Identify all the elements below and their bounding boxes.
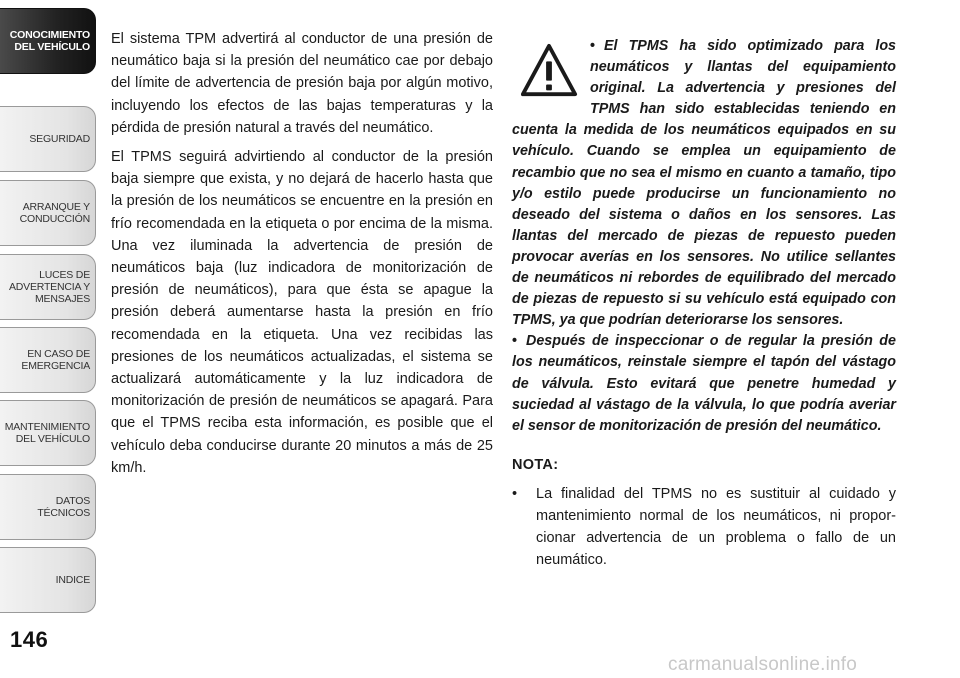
tab-luces-de-advertencia[interactable]: LUCES DE ADVERTENCIA Y MENSAJES: [0, 254, 96, 320]
watermark: carmanualsonline.info: [668, 654, 858, 675]
tab-arranque-y-conduccion[interactable]: ARRANQUE Y CONDUCCIÓN: [0, 180, 96, 246]
nota-title: NOTA:: [512, 456, 559, 473]
warning-triangle-icon: [520, 42, 578, 100]
tab-conocimiento-del-vehiculo[interactable]: CONOCIMIENTO DEL VEHÍCULO: [0, 8, 96, 74]
tab-datos-tecnicos[interactable]: DATOS TÉCNICOS: [0, 474, 96, 540]
paragraph: El sistema TPM advertirá al conductor de una presión de neumático baja si la presión del neumático cae por debajo del límite de advertencia de presión baja por algún motivo, incluyendo los efectos de las bajas temperaturas y la pérdida de presión natural a través del neumático.: [111, 31, 493, 136]
tab-en-caso-de-emergencia[interactable]: EN CASO DE EMERGENCIA: [0, 327, 96, 393]
right-column: [512, 36, 896, 572]
tab-seguridad[interactable]: SEGURIDAD: [0, 106, 96, 172]
section-sidebar: [0, 0, 98, 610]
list-item: • La finalidad del TPMS no es sustituir al cuidado y mantenimiento normal de los neumáticos, ni proporcionar advertencia de un problema o fallo de un neumático.: [512, 483, 896, 572]
warning-bullet: • El TPMS ha sido optimizado para los neumáticos y llantas del equipamiento original. La advertencia y presiones del TPMS han sido establecidas teniendo en cuenta la medida de los neumáticos equipados en su vehículo. Cuando se emplea un equipamiento de recambio que no sea el mismo en cuanto a tamaño, tipo y/o estilo puede producirse un funcionamiento no deseado del sistema o daños en los sensores. Las llantas del mercado de piezas de repuesto pueden provocar averías en los sensores. No utilice sellantes de neumáticos ni rebordes de equilibrado del mercado de piezas de repuesto si su vehículo está equipado con TPMS, ya que podrían deteriorarse los sensores.: [512, 38, 896, 329]
paragraph: El TPMS seguirá advirtiendo al conductor de la presión baja siempre que exista, y no dejará de hacerlo hasta que la presión de los neumáticos se encuentre en la presión en frío recomendada en la etiqueta o por encima de la misma. Una vez iluminada la advertencia de presión de neumáticos baja (luz indicadora de monitorización de presión de neumáticos), para que ésta se apague la presión deberá aumentarse hasta la presión en frío recomendada en la etiqueta. Una vez recibidas las presiones de los neumáticos actualizadas, el sistema se actualizará automáticamente y la luz indicadora de monitorización de presión de neumáticos se apagará. Para que el TPMS reciba esta información, es posible que el vehículo deba conducirse durante 20 minutos a más de 25 km/h.: [111, 149, 493, 476]
warning-bullet: • Después de inspeccionar o de regular la presión de los neumáticos, reinstale siempre el tapón del vástago de válvula. Esto evitará que penetre humedad y suciedad al vástago de la válvula, lo que podría averiar el sensor de monitorización de presión del neumático.: [512, 333, 896, 434]
left-column: [111, 28, 493, 486]
page-number: 146: [10, 627, 49, 652]
tab-indice[interactable]: INDICE: [0, 547, 96, 613]
tab-mantenimiento-del-vehiculo[interactable]: MANTENIMIENTO DEL VEHÍCULO: [0, 400, 96, 466]
warning-box: [512, 36, 896, 437]
nota-list: [512, 483, 896, 572]
